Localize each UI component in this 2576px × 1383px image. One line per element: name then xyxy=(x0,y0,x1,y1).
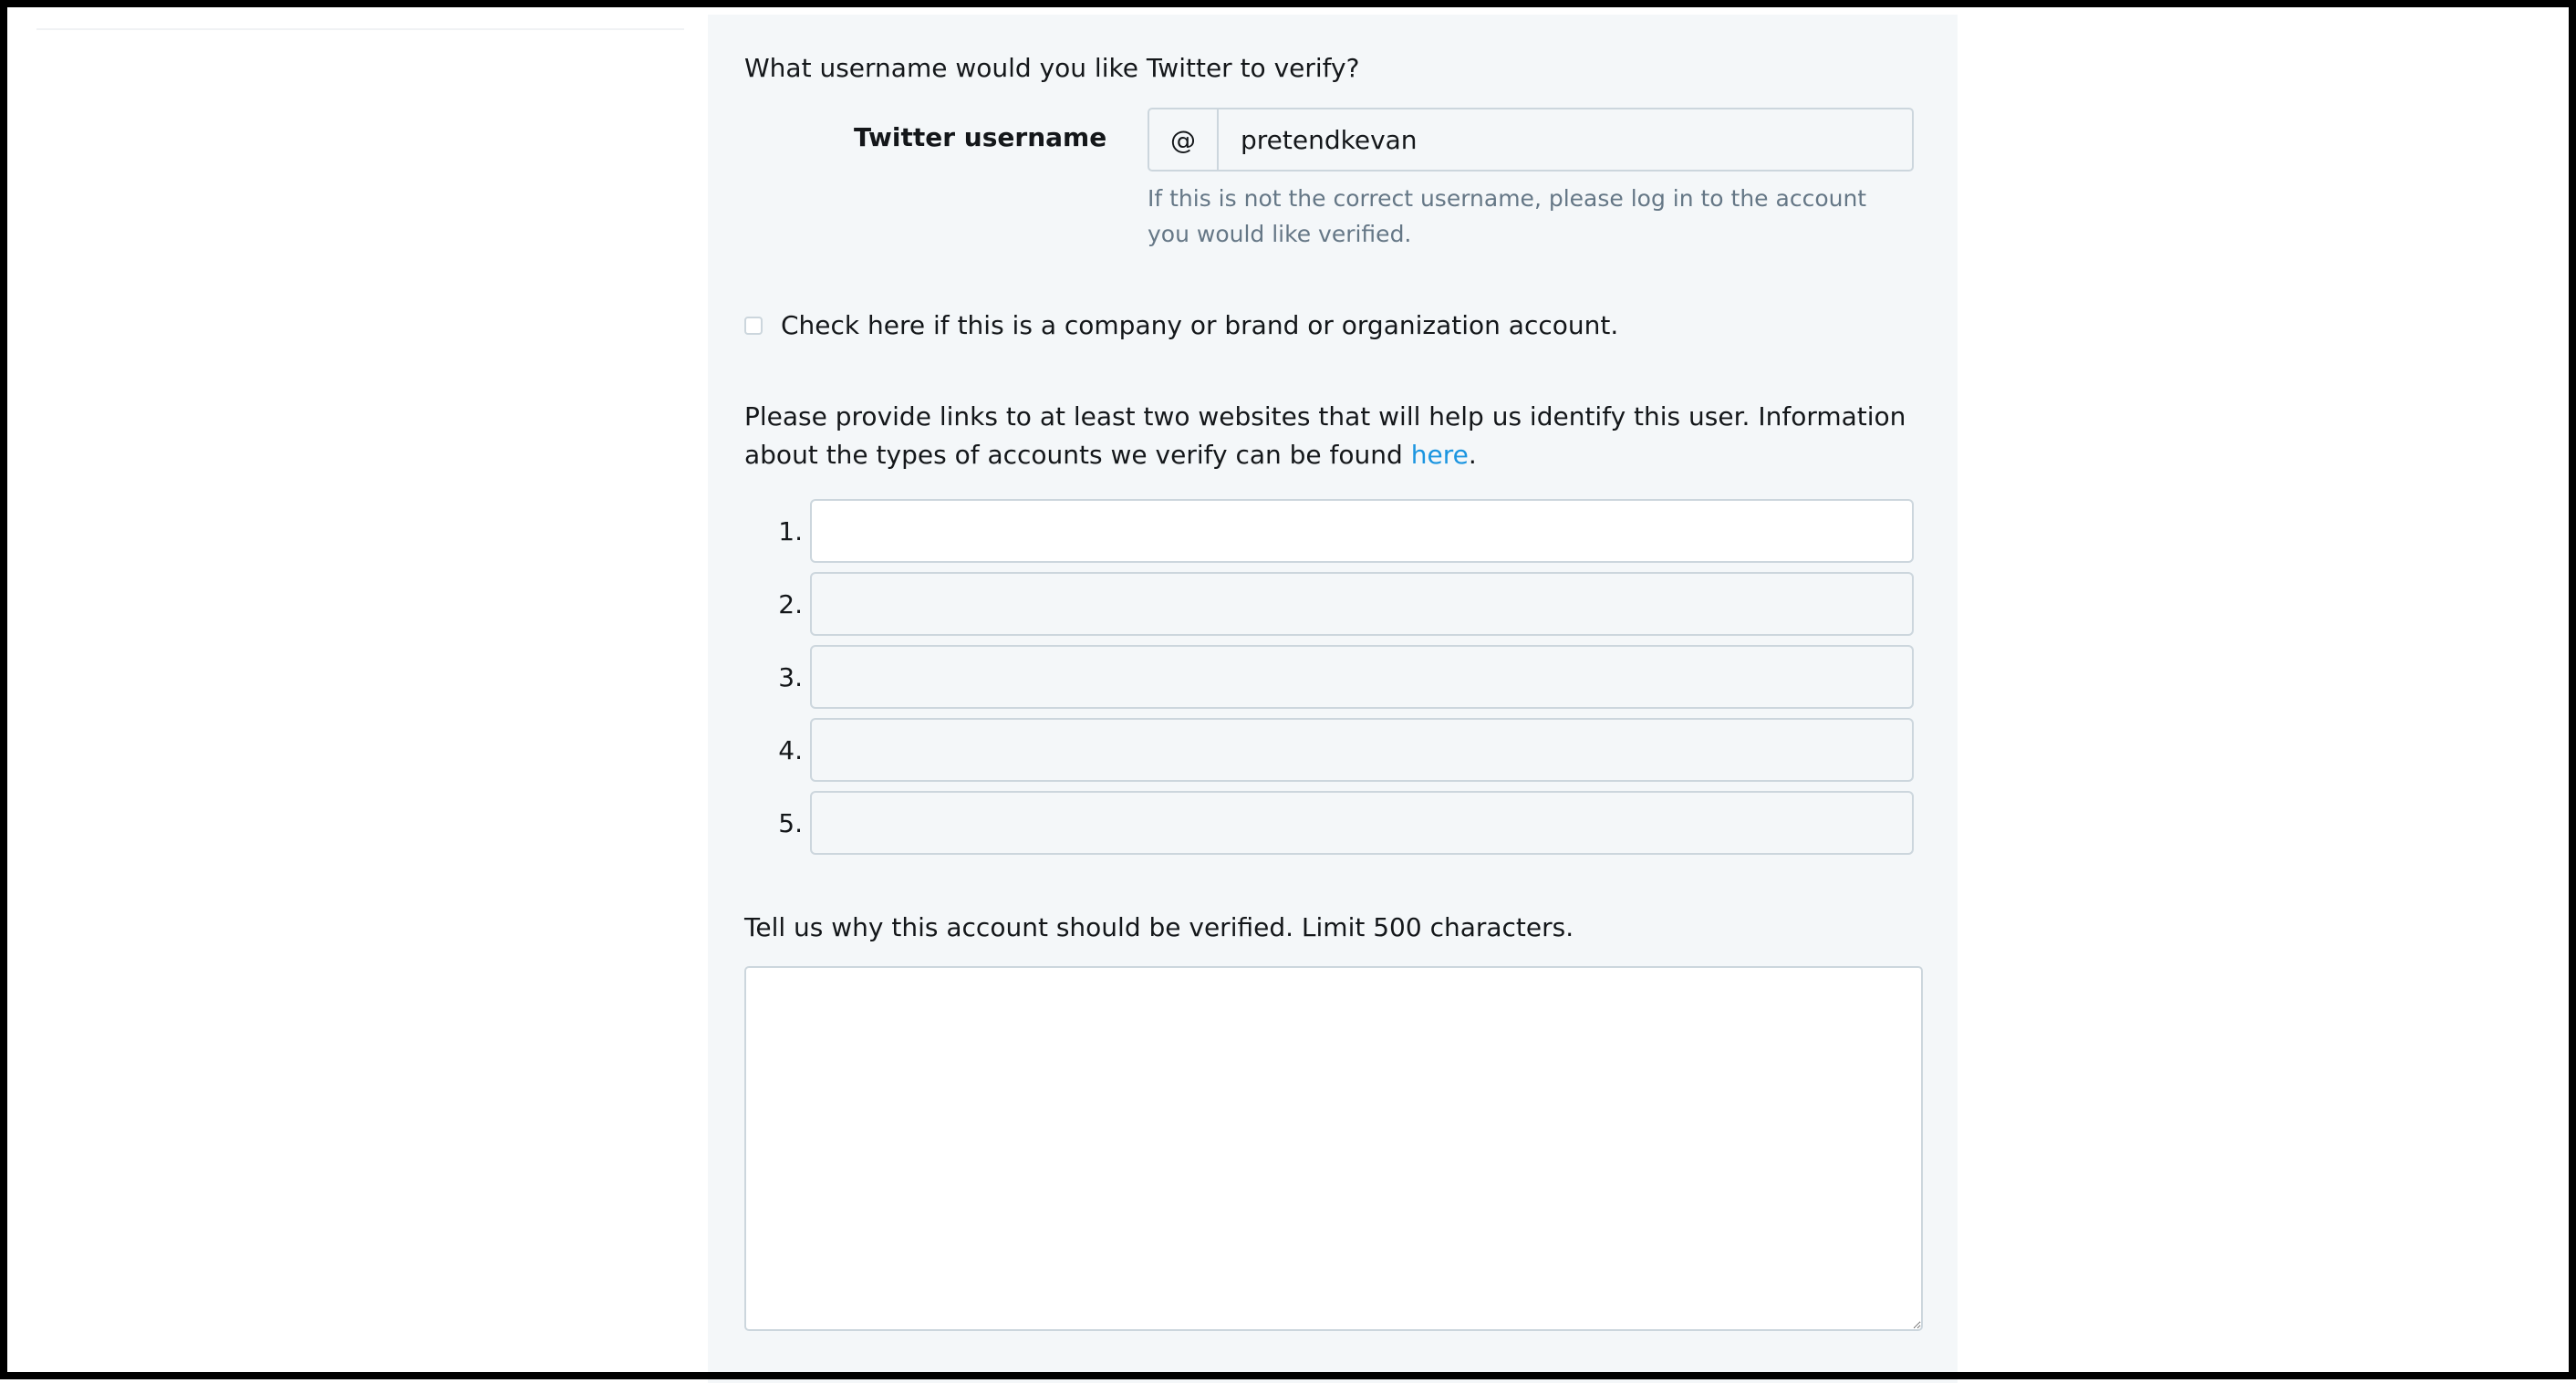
username-question: What username would you like Twitter to verify? xyxy=(744,53,1360,83)
left-column-divider xyxy=(36,28,684,30)
username-help-text: If this is not the correct username, please log in to the account you would like verified. xyxy=(1148,185,1867,247)
reason-label: Tell us why this account should be verified. Limit 500 characters. xyxy=(744,912,1574,942)
url-number: 5. xyxy=(778,807,803,838)
links-instructions-text: Please provide links to at least two websites that will help us identify this user. Information about the types of accounts we verify can be found xyxy=(744,401,1906,470)
company-account-checkbox[interactable] xyxy=(744,317,763,335)
url-row-1 xyxy=(744,499,1921,563)
reason-textarea[interactable] xyxy=(744,966,1923,1331)
links-instructions xyxy=(744,398,1930,474)
url-number: 1. xyxy=(778,515,803,546)
username-input-group xyxy=(1148,108,1914,172)
url-number: 3. xyxy=(778,661,803,692)
website-url-input-2[interactable] xyxy=(810,572,1914,636)
links-instructions-end: . xyxy=(1468,440,1477,470)
url-row-3 xyxy=(744,645,1921,709)
url-number: 4. xyxy=(778,734,803,765)
url-row-4 xyxy=(744,718,1921,782)
website-url-input-3[interactable] xyxy=(810,645,1914,709)
username-field: pretendkevan xyxy=(1241,124,1418,155)
website-url-input-1[interactable] xyxy=(810,499,1914,563)
website-url-input-5[interactable] xyxy=(810,791,1914,855)
website-url-input-4[interactable] xyxy=(810,718,1914,782)
verification-form-panel xyxy=(708,15,1958,1383)
company-account-row xyxy=(744,310,1618,340)
url-number: 2. xyxy=(778,588,803,619)
account-types-link[interactable]: here xyxy=(1410,440,1469,470)
url-row-5 xyxy=(744,791,1921,855)
at-sign-prefix: @ xyxy=(1149,109,1219,170)
url-row-2 xyxy=(744,572,1921,636)
username-label: Twitter username xyxy=(854,122,1107,152)
company-account-label[interactable]: Check here if this is a company or brand or organization account. xyxy=(781,310,1619,340)
